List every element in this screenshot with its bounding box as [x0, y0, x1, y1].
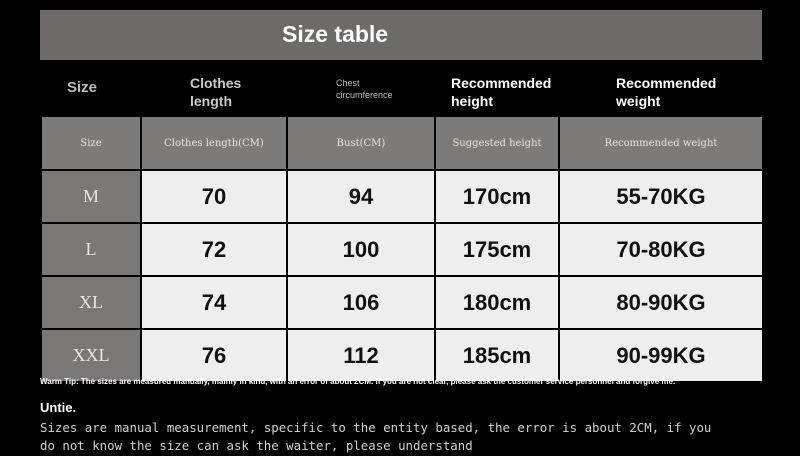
col-header-clothes-length: Clothes length(CM)	[141, 116, 287, 170]
weight-cell: 90-99KG	[559, 329, 763, 382]
bust-cell: 106	[287, 276, 435, 329]
header-size: Size	[67, 79, 98, 96]
header-recommended-weight: Recommended weight	[616, 75, 717, 109]
header-clothes-length: Clothes length	[190, 75, 242, 109]
table-row	[41, 276, 763, 329]
title-bar	[40, 10, 762, 60]
size-cell: L	[41, 223, 141, 276]
bust-cell: 112	[287, 329, 435, 382]
table-row	[41, 223, 763, 276]
size-cell: M	[41, 170, 141, 223]
length-cell: 70	[141, 170, 287, 223]
page-title: Size table	[282, 21, 389, 47]
weight-cell: 55-70KG	[559, 170, 763, 223]
untie-label: Untie.	[40, 400, 77, 415]
header-chest: Chest circumference	[336, 78, 393, 100]
col-header-size: Size	[41, 116, 141, 170]
length-cell: 74	[141, 276, 287, 329]
length-cell: 76	[141, 329, 287, 382]
table-row	[41, 329, 763, 382]
bust-cell: 100	[287, 223, 435, 276]
table-header-row	[41, 116, 763, 170]
height-cell: 175cm	[435, 223, 559, 276]
weight-cell: 70-80KG	[559, 223, 763, 276]
size-note	[40, 419, 780, 455]
col-header-weight: Recommended weight	[559, 116, 763, 170]
col-header-height: Suggested height	[435, 116, 559, 170]
size-cell: XXL	[41, 329, 141, 382]
size-table	[40, 115, 764, 383]
size-cell: XL	[41, 276, 141, 329]
col-header-bust: Bust(CM)	[287, 116, 435, 170]
length-cell: 72	[141, 223, 287, 276]
warm-tip: Warm Tip: The sizes are measured manually, mainly in kind, with an error of about 2CM. If you are not clear, please ask the customer service personnel and forgive me.	[40, 377, 676, 386]
height-cell: 180cm	[435, 276, 559, 329]
table-row	[41, 170, 763, 223]
height-cell: 170cm	[435, 170, 559, 223]
bust-cell: 94	[287, 170, 435, 223]
size-note-line2: do not know the size can ask the waiter, please understand	[40, 438, 473, 453]
header-recommended-height: Recommended height	[451, 75, 552, 109]
height-cell: 185cm	[435, 329, 559, 382]
weight-cell: 80-90KG	[559, 276, 763, 329]
size-note-line1: Sizes are manual measurement, specific to the entity based, the error is about 2CM, if you	[40, 420, 712, 435]
